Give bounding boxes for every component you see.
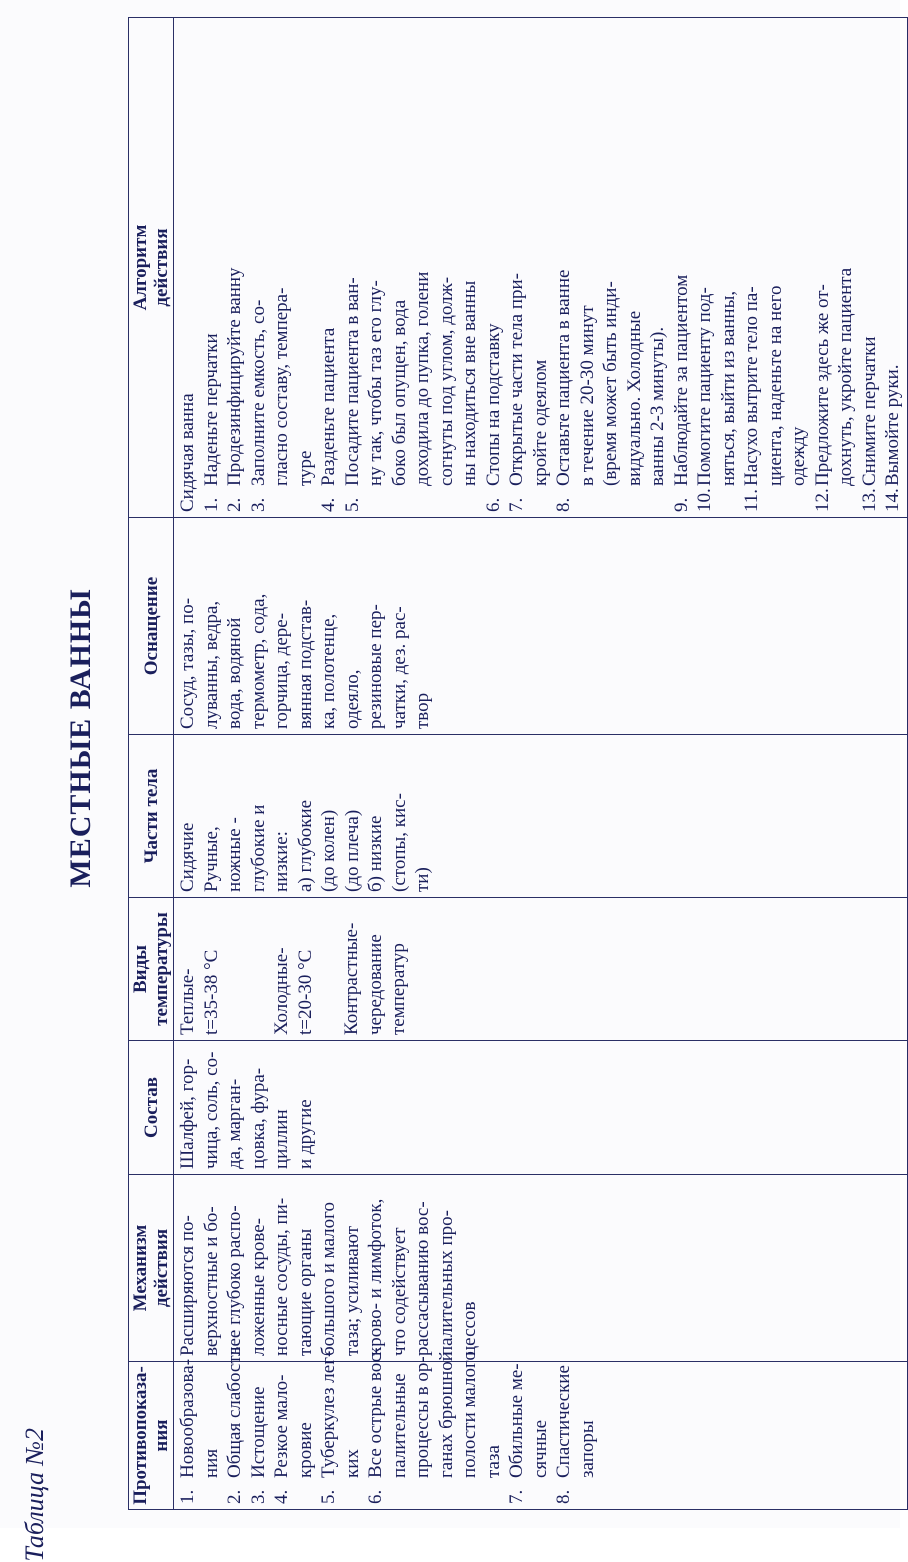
item-text-line: Обильные ме- (506, 1363, 527, 1478)
text-line: вода, водяной (224, 617, 245, 729)
list-item (740, 23, 811, 512)
item-text-line: ния (200, 1448, 222, 1478)
item-text-line: няться, выйти из ванны, (717, 290, 739, 486)
item-text-line: ны находиться вне ванны (459, 280, 480, 486)
text-line: Расширяются по- (177, 1215, 198, 1356)
list-item (341, 23, 482, 512)
list-item (317, 23, 341, 512)
text-line: одеяло, (341, 669, 363, 729)
list-item (670, 23, 694, 512)
text-line: Сосуд, тазы, по- (177, 597, 198, 729)
item-number: 2. (224, 497, 245, 512)
item-text (482, 23, 506, 486)
text-line: Контрастные- (341, 922, 362, 1035)
equipment-cell (174, 518, 908, 735)
item-text-line: Туберкулез лег- (318, 1350, 339, 1478)
text-line: лее глубоко распо- (224, 1205, 245, 1356)
item-text-line: доходила до пупка, голени (412, 271, 433, 486)
item-number: 14. (882, 488, 903, 512)
list-item (881, 23, 905, 512)
text-line: а) глубокие (294, 799, 316, 892)
item-text-line: Наденьте перчатки (200, 333, 222, 486)
item-text-line: Продезинфицируйте ванну (224, 267, 245, 486)
text-line: палительных про- (435, 1210, 457, 1356)
item-text-line: Открытые части тела при- (506, 273, 527, 486)
text-line: ножные - (224, 817, 245, 892)
item-number: 8. (553, 1489, 574, 1504)
list-item (176, 1358, 223, 1504)
algorithm-title: Сидячая ванна (177, 393, 198, 512)
header-body-parts (129, 735, 174, 898)
item-number: 4. (271, 1489, 292, 1504)
list-item (247, 1367, 271, 1504)
item-text (740, 23, 811, 486)
item-text-line: гласно составу, темпера- (271, 287, 292, 486)
text-line: циллин (271, 1109, 292, 1169)
text-line: Части тела (140, 768, 162, 864)
text-line: термометр, сода, (247, 593, 269, 729)
text-line: ния (151, 1419, 172, 1452)
text-line: ка, полотенце, (318, 613, 339, 729)
text-line: ложенные крове- (247, 1218, 269, 1356)
text-line: действия (151, 228, 172, 307)
header-equipment (129, 518, 174, 735)
item-number: 8. (553, 497, 574, 512)
list-item (693, 23, 740, 512)
item-number: 7. (506, 1489, 527, 1504)
text-line: большого и малого (318, 1202, 339, 1356)
text-line: t=35-38 °С (200, 949, 222, 1035)
list-item (482, 23, 506, 512)
text-line: б) низкие (365, 815, 386, 892)
item-text-line: ванны 2-3 минуты). (647, 326, 668, 486)
text-line: что содействует (388, 1227, 410, 1356)
list-item (505, 1363, 552, 1504)
item-text-line: дохнуть, укройте пациента (835, 267, 856, 486)
item-number: 5. (341, 497, 363, 512)
item-number: 6. (482, 497, 504, 512)
table-row (174, 18, 908, 1510)
header-composition (129, 1041, 174, 1175)
item-text-line: в течение 20-30 минут (576, 305, 598, 486)
text-line: температуры (151, 912, 172, 1026)
item-number: 3. (247, 1489, 269, 1504)
item-text-line: палительные (388, 1373, 410, 1478)
text-line: цовка, фура- (247, 1067, 269, 1169)
item-text (858, 23, 882, 486)
list-item (811, 23, 858, 512)
list-item (364, 1347, 505, 1504)
text-line: твор (412, 692, 433, 729)
item-text (317, 23, 341, 486)
algorithm-list (200, 23, 905, 512)
text-line: низкие: (271, 831, 292, 892)
item-text-line: ких (341, 1449, 363, 1478)
item-text-line: сячные (529, 1419, 551, 1478)
text-line: верхностные и бо- (200, 1206, 222, 1356)
item-text-line: Резкое мало- (271, 1374, 292, 1478)
item-text-line: Оставьте пациента в ванне (553, 269, 574, 486)
item-text-line: Все острые вос- (365, 1347, 386, 1478)
item-text (552, 1365, 599, 1478)
item-text-line: туре (294, 450, 316, 486)
item-number: 3. (247, 497, 269, 512)
text-line: Противопоказа- (130, 1366, 151, 1505)
text-line: глубокие и (247, 804, 269, 892)
list-item (505, 23, 552, 512)
text-line: температур (388, 943, 409, 1035)
text-line: действия (151, 1228, 172, 1308)
item-text (247, 23, 318, 486)
text-line: горчица, дере- (271, 612, 292, 729)
list-item (858, 23, 882, 512)
text-line: луванны, ведра, (200, 600, 222, 729)
text-line: рассасыванию вос- (412, 1201, 433, 1356)
text-line: ти) (412, 867, 433, 892)
item-text (881, 23, 905, 486)
text-line: Сидячие (177, 822, 198, 892)
temperature-cold (270, 903, 317, 1035)
item-text-line: таза (482, 1445, 504, 1478)
item-text-line: Заполните емкость, со- (247, 299, 269, 486)
temperature-contrast (340, 903, 411, 1035)
item-text-line: Наблюдайте за пациентом (670, 274, 692, 486)
item-text (341, 23, 482, 486)
mechanism-cell (174, 1175, 908, 1362)
page-title: МЕСТНЫЕ ВАННЫ (64, 588, 97, 888)
item-text-line: кройте одеялом (529, 359, 551, 486)
header-temperature (129, 898, 174, 1041)
item-text-line: видуально. Холодные (623, 310, 645, 486)
item-text (364, 1348, 505, 1479)
list-item (223, 23, 247, 512)
text-line: носные сосуды, пи- (271, 1197, 292, 1356)
item-text-line: ну так, чтобы таз его глу- (365, 280, 386, 486)
item-text (223, 23, 247, 486)
item-text-line: кровие (294, 1422, 316, 1478)
item-text-line: циента, наденьте на него (764, 285, 786, 486)
item-text-line: (время может быть инди- (600, 281, 621, 486)
composition-cell (174, 1041, 908, 1175)
item-number: 1. (200, 497, 222, 512)
item-text-line: согнуты под углом, долж- (435, 276, 457, 486)
text-line: (до колен) (318, 809, 339, 892)
text-line: да, марган- (224, 1078, 245, 1169)
item-text-line: запоры (576, 1420, 598, 1478)
header-mechanism (129, 1175, 174, 1362)
text-line: Холодные- (271, 947, 292, 1035)
contraindications-cell (174, 1346, 908, 1510)
list-item (223, 1346, 247, 1504)
item-text (223, 1347, 247, 1478)
text-line: Состав (140, 1077, 162, 1138)
text-line: чатки, дез. рас- (388, 606, 410, 729)
text-line: (стопы, кис- (388, 793, 410, 892)
text-line: крово- и лимфоток, (365, 1198, 386, 1356)
text-line: тающие органы (294, 1228, 316, 1356)
header-row (129, 18, 174, 1510)
list-item (552, 1367, 599, 1504)
contraindications-list (176, 1346, 599, 1504)
item-number: 2. (224, 1489, 245, 1504)
baths-table (128, 17, 908, 1510)
item-text-line: Предложите здесь же от- (811, 284, 833, 486)
text-line: цессов (459, 1301, 480, 1356)
algorithm-cell (174, 18, 908, 518)
list-item (552, 23, 670, 512)
item-number: 13. (858, 488, 880, 512)
text-line: Виды (130, 944, 151, 994)
item-text (811, 23, 858, 486)
text-line: Ручные, (200, 826, 222, 892)
item-text-line: Вымойте руки. (882, 364, 903, 486)
list-item (317, 1350, 364, 1504)
item-number: 5. (318, 1489, 339, 1504)
temperature-cell (174, 898, 908, 1041)
item-number: 9. (670, 497, 692, 512)
text-line: Оснащение (140, 576, 162, 676)
item-text (176, 1359, 223, 1478)
item-text-line: Посадите пациента в ван- (341, 277, 363, 486)
item-text-line: Новообразова- (177, 1358, 198, 1478)
item-text-line: полости малого (459, 1351, 480, 1478)
item-text-line: Помогите пациенту под- (694, 287, 715, 486)
text-line: Алгоритм (130, 224, 151, 311)
list-item (270, 1367, 317, 1504)
item-number: 10. (694, 488, 715, 512)
item-text-line: Разденьте пациента (318, 327, 339, 486)
header-algorithm (129, 18, 174, 518)
item-number: 7. (506, 497, 527, 512)
item-text-line: Стопы на подставку (482, 323, 504, 486)
item-text (317, 1351, 364, 1478)
item-text-line: Общая слабость (224, 1346, 245, 1478)
text-line: вянная подстав- (294, 599, 316, 729)
text-line: t=20-30 °С (294, 949, 316, 1035)
list-item (247, 23, 318, 512)
text-line: Механизм (130, 1224, 151, 1312)
item-number: 6. (365, 1489, 386, 1504)
item-text (670, 23, 694, 486)
item-text-line: процессы в ор- (412, 1356, 433, 1478)
item-text (247, 1367, 271, 1478)
item-text-line: боко был опущен, вода (388, 299, 410, 486)
item-text (552, 23, 670, 486)
item-number: 4. (318, 497, 339, 512)
item-text-line: Спастические (553, 1365, 574, 1478)
text-line: таза; усиливают (341, 1225, 363, 1356)
item-text (693, 23, 740, 486)
item-text-line: Снимите перчатки (858, 336, 880, 486)
text-line: Теплые- (177, 968, 198, 1035)
text-line: и другие (294, 1099, 316, 1169)
item-text (270, 1367, 317, 1478)
temperature-warm (176, 903, 223, 1035)
item-text (505, 1363, 552, 1478)
item-number: 11. (741, 488, 762, 512)
item-text-line: ганах брюшной (435, 1351, 457, 1478)
item-text (505, 23, 552, 486)
text-line: чередование (364, 934, 386, 1035)
text-line: Шалфей, гор- (177, 1058, 198, 1169)
table-caption: Таблица №2 (20, 1428, 49, 1562)
list-item (200, 23, 224, 512)
item-number: 1. (177, 1489, 198, 1504)
text-line: резиновые пер- (365, 604, 386, 729)
item-text-line: Истощение (247, 1386, 269, 1478)
body-parts-cell (174, 735, 908, 898)
header-contraindications (129, 1362, 174, 1510)
item-text-line: Насухо вытрите тело па- (741, 286, 762, 486)
text-line: (до плеча) (341, 809, 363, 892)
item-text-line: одежду (788, 426, 809, 486)
item-number: 12. (811, 488, 833, 512)
item-text (200, 23, 224, 486)
text-line: чица, соль, со- (200, 1051, 222, 1169)
